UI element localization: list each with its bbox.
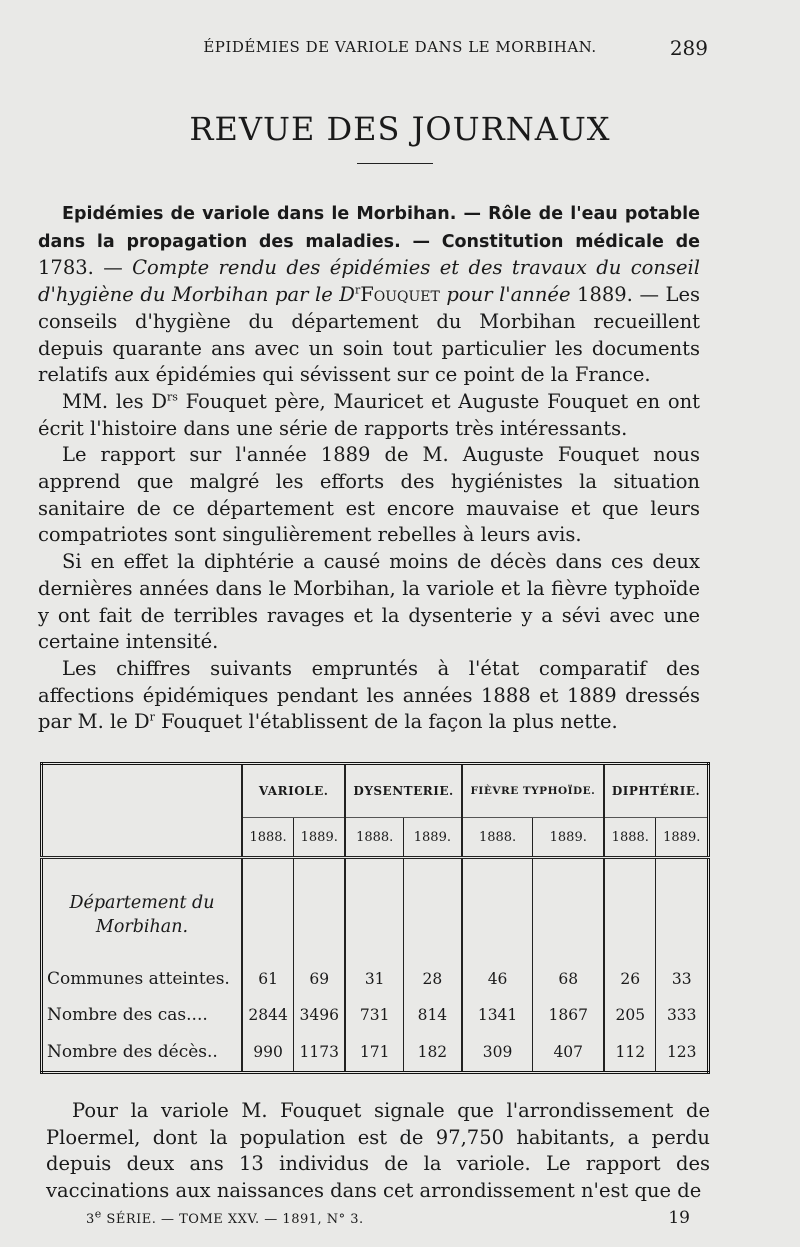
lead-author: Fouquet — [360, 283, 440, 307]
issue-series-num: 3 — [86, 1212, 95, 1227]
signature-mark: 19 — [668, 1208, 690, 1228]
table-cell: 31 — [345, 961, 403, 997]
title-divider — [357, 163, 433, 164]
table-cell: 731 — [345, 997, 403, 1033]
epidemic-statistics-table — [40, 762, 710, 1074]
continuation-text — [46, 1098, 710, 1205]
empty-cell — [462, 858, 533, 961]
table-cell: 61 — [242, 961, 294, 997]
table-cell: 407 — [533, 1033, 604, 1073]
lead-year2: 1889. — [570, 283, 633, 307]
lead-italic-a: Compte rendu des épidémies et des travaux du conseil d'hygiène du Morbihan par le D — [38, 256, 700, 307]
row-label: Communes atteintes. — [42, 961, 243, 997]
table-row — [42, 961, 709, 997]
department-label-row — [42, 858, 709, 961]
paragraph-after-table: Pour la variole M. Fouquet signale que l'arrondissement de Ploermel, dont la population est de 97,750 habitants, a perdu depuis deux ans 13 individus de la variole. Le rapport des vaccinations aux naissances dans cet arrondissement n'est que de — [46, 1099, 710, 1203]
row-label: Nombre des cas.... — [42, 997, 243, 1033]
table-cell: 69 — [294, 961, 346, 997]
table-cell: 112 — [604, 1033, 656, 1073]
paragraph-1-rest: — Les conseils d'hygiène du département du Morbihan recueillent depuis quarante ans avec un soin tout particulier les documents relatifs aux épidémies qui sévissent sur ce point de la France. — [38, 283, 700, 387]
group-header-dysenterie: DYSENTERIE. — [345, 764, 461, 818]
empty-cell — [533, 858, 604, 961]
p5-a: Les chiffres suivants empruntés à l'état comparatif des affections épidémiques pendant les années 1888 et 1889 dressés par M. le D — [38, 656, 700, 734]
table-cell: 1173 — [294, 1033, 346, 1073]
group-header-diphterie: DIPHTÉRIE. — [604, 764, 708, 818]
paragraph-1 — [38, 200, 700, 389]
table-cell: 182 — [404, 1033, 462, 1073]
year-header: 1889. — [656, 818, 709, 858]
department-label — [42, 858, 243, 961]
paragraph-4: Si en effet la diphtérie a causé moins de décès dans ces deux dernières années dans le Morbihan, la variole et la fièvre typhoïde y ont fait de terribles ravages et la dysenterie y a sévi avec une certaine intensité. — [38, 550, 700, 654]
paragraph-3: Le rapport sur l'année 1889 de M. Auguste Fouquet nous apprend que malgré les efforts des hygiénistes la situation sanitaire de ce département est encore mauvaise et que leurs compatriotes sont singulièrement rebelles à leurs avis. — [38, 443, 700, 547]
section-title: REVUE DES JOURNAUX — [189, 110, 611, 148]
group-header-variole: VARIOLE. — [242, 764, 345, 818]
table-cell: 309 — [462, 1033, 533, 1073]
empty-cell — [404, 858, 462, 961]
corner-cell — [42, 764, 243, 858]
lead-year: 1783. — — [38, 256, 133, 280]
department-label-line-2: Morbihan. — [95, 916, 189, 937]
table-cell: 28 — [404, 961, 462, 997]
page-number: 289 — [669, 36, 708, 60]
table-row — [42, 1033, 709, 1073]
year-header: 1888. — [604, 818, 656, 858]
p2-b: Fouquet père, Mauricet et Auguste Fouquet en ont écrit l'histoire dans une série de rapports très intéressants. — [38, 389, 700, 440]
table-cell: 68 — [533, 961, 604, 997]
year-header: 1889. — [533, 818, 604, 858]
running-title: ÉPIDÉMIES DE VARIOLE DANS LE MORBIHAN. — [203, 38, 597, 56]
empty-cell — [345, 858, 403, 961]
empty-cell — [294, 858, 346, 961]
p2-sup: rs — [167, 390, 178, 404]
table-cell: 1341 — [462, 997, 533, 1033]
p2-a: MM. les D — [62, 389, 168, 413]
table-cell: 1867 — [533, 997, 604, 1033]
year-header: 1889. — [294, 818, 346, 858]
empty-cell — [242, 858, 294, 961]
table-cell: 123 — [656, 1033, 709, 1073]
table-cell: 333 — [656, 997, 709, 1033]
table-cell: 205 — [604, 997, 656, 1033]
issue-series-sup: e — [94, 1207, 102, 1221]
table-cell: 171 — [345, 1033, 403, 1073]
article-lead-title: Epidémies de variole dans le Morbihan. — Rôle de l'eau potable dans la propagation des maladies. — Constitution médicale de — [38, 204, 700, 252]
issue-series-rest: SÉRIE. — TOME XXV. — 1891, N° 3. — [101, 1212, 364, 1227]
table-cell: 46 — [462, 961, 533, 997]
table-cell: 990 — [242, 1033, 294, 1073]
table-cell: 26 — [604, 961, 656, 997]
page-footer — [60, 1208, 760, 1232]
empty-cell — [656, 858, 709, 961]
data-table — [40, 762, 710, 1074]
group-header-row — [42, 764, 709, 818]
row-label: Nombre des décès.. — [42, 1033, 243, 1073]
empty-cell — [604, 858, 656, 961]
year-header: 1889. — [404, 818, 462, 858]
table-cell: 33 — [656, 961, 709, 997]
table-cell: 2844 — [242, 997, 294, 1033]
issue-info — [86, 1207, 364, 1227]
paragraph-2 — [38, 389, 700, 442]
year-header: 1888. — [462, 818, 533, 858]
p5-sup: r — [149, 710, 155, 724]
group-header-fievre-typhoide: FIÈVRE TYPHOÏDE. — [462, 764, 604, 818]
lead-italic-b: pour l'année — [446, 283, 571, 307]
paragraph-5 — [38, 656, 700, 736]
p5-b: Fouquet l'établissent de la façon la plus nette. — [154, 710, 618, 734]
article-body — [38, 200, 700, 736]
lead-sup: r — [354, 283, 361, 297]
table-cell: 814 — [404, 997, 462, 1033]
running-header — [40, 36, 760, 60]
year-header: 1888. — [242, 818, 294, 858]
year-header: 1888. — [345, 818, 403, 858]
department-label-line-1: Département du — [69, 892, 215, 913]
table-cell: 3496 — [294, 997, 346, 1033]
table-row — [42, 997, 709, 1033]
